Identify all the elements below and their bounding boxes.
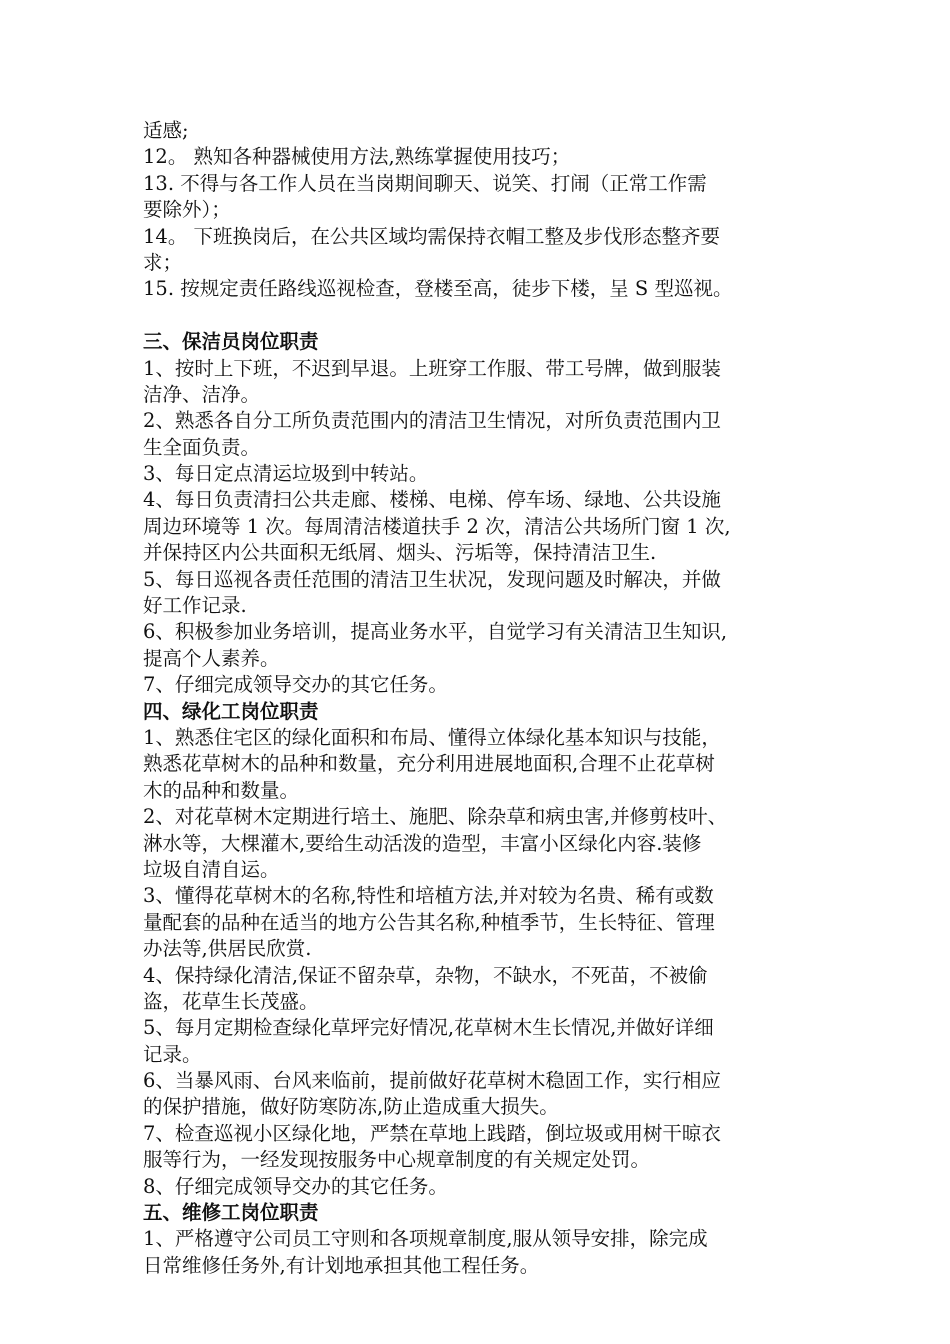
text-line: 15. 按规定责任路线巡视检查，登楼至高，徒步下楼，呈 S 型巡视。: [143, 277, 733, 301]
text-line: 3、懂得花草树木的名称,特性和培植方法,并对较为名贵、稀有或数: [143, 884, 714, 908]
text-line: 4、保持绿化清洁,保证不留杂草，杂物，不缺水，不死苗，不被偷: [143, 963, 708, 987]
text-line: 垃圾自清自运。: [143, 857, 280, 881]
section-heading: 五、维修工岗位职责: [143, 1201, 319, 1225]
document-page: [143, 118, 833, 1279]
text-line: 周边环境等 1 次。每周清洁楼道扶手 2 次，清洁公共场所门窗 1 次,: [143, 514, 731, 538]
text-line: 6、积极参加业务培训，提高业务水平，自觉学习有关清洁卫生知识,: [143, 620, 728, 644]
text-line: 淋水等，大棵灌木,要给生动活泼的造型，丰富小区绿化内容.装修: [143, 831, 702, 855]
text-line: 好工作记录.: [143, 594, 247, 618]
text-line: 8、仔细完成领导交办的其它任务。: [143, 1174, 448, 1198]
text-line: 的保护措施，做好防寒防冻,防止造成重大损失。: [143, 1095, 559, 1119]
text-line: 3、每日定点清运垃圾到中转站。: [143, 462, 429, 486]
text-line: 2、对花草树木定期进行培土、施肥、除杂草和病虫害,并修剪枝叶、: [143, 805, 728, 829]
text-line: 5、每日巡视各责任范围的清洁卫生状况，发现问题及时解决，并做: [143, 567, 721, 591]
text-line: 13. 不得与各工作人员在当岗期间聊天、说笑、打闹（正常工作需: [143, 171, 707, 195]
text-line: 洁净、洁净。: [143, 382, 261, 406]
blank-line: [143, 303, 833, 329]
text-line: 盗，花草生长茂盛。: [143, 989, 319, 1013]
text-line: 并保持区内公共面积无纸屑、烟头、污垢等，保持清洁卫生.: [143, 541, 657, 565]
text-line: 1、严格遵守公司员工守则和各项规章制度,服从领导安排，除完成: [143, 1227, 708, 1251]
text-line: 日常维修任务外,有计划地承担其他工程任务。: [143, 1253, 540, 1277]
section-heading: 四、绿化工岗位职责: [143, 699, 319, 723]
text-line: 7、仔细完成领导交办的其它任务。: [143, 673, 448, 697]
text-line: 7、检查巡视小区绿化地，严禁在草地上践踏，倒垃圾或用树干晾衣: [143, 1121, 721, 1145]
text-line: 5、每月定期检查绿化草坪完好情况,花草树木生长情况,并做好详细: [143, 1016, 714, 1040]
text-line: 求；: [143, 250, 183, 274]
text-line: 适感;: [143, 119, 189, 142]
text-line: 4、每日负责清扫公共走廊、楼梯、电梯、停车场、绿地、公共设施: [143, 488, 721, 512]
text-line: 1、熟悉住宅区的绿化面积和布局、懂得立体绿化基本知识与技能，: [143, 725, 721, 749]
text-line: 量配套的品种在适当的地方公告其名称,种植季节，生长特征、管理: [143, 910, 715, 934]
text-line: 生全面负责。: [143, 435, 261, 459]
text-line: 熟悉花草树木的品种和数量，充分利用进展地面积,合理不止花草树: [143, 752, 715, 776]
text-line: 要除外）；: [143, 198, 231, 222]
text-line: 办法等,供居民欣赏.: [143, 937, 312, 961]
text-line: 服等行为，一经发现按服务中心规章制度的有关规定处罚。: [143, 1148, 651, 1172]
text-line: 6、当暴风雨、台风来临前，提前做好花草树木稳固工作，实行相应: [143, 1069, 721, 1093]
text-line: 1、按时上下班，不迟到早退。上班穿工作服、带工号牌，做到服装: [143, 356, 721, 380]
text-line: 记录。: [143, 1042, 202, 1066]
text-line: 提高个人素养。: [143, 646, 280, 670]
text-line: 12。 熟知各种器械使用方法,熟练掌握使用技巧；: [143, 145, 571, 169]
text-line: 2、熟悉各自分工所负责范围内的清洁卫生情况，对所负责范围内卫: [143, 409, 721, 433]
text-line: 木的品种和数量。: [143, 778, 300, 802]
text-line: 14。 下班换岗后，在公共区域均需保持衣帽工整及步伐形态整齐要: [143, 224, 721, 248]
section-heading: 三、保洁员岗位职责: [143, 330, 319, 354]
